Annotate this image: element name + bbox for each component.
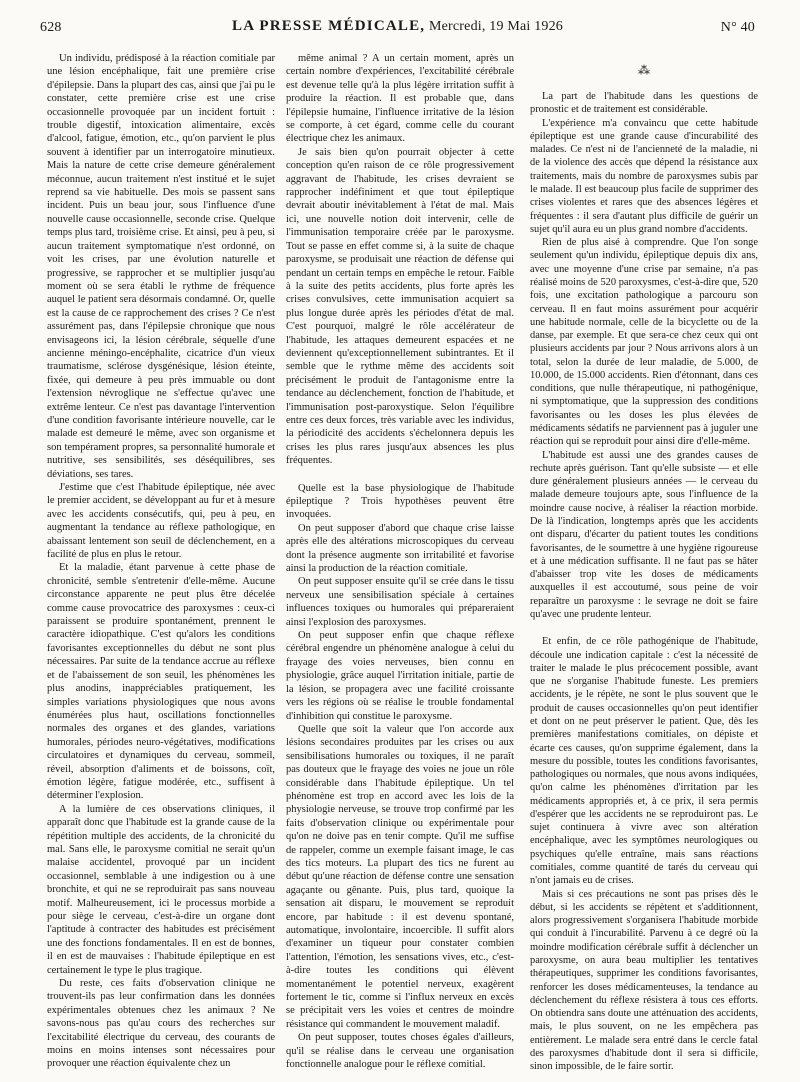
column-left xyxy=(47,52,275,1071)
paragraph: Et la maladie, étant parvenue à cette phase de chronicité, semble s'entretenir d'elle-même. Aucune circonstance apparente ne peut plus être décelée comme cause provocatrice des paroxysmes : ceux-ci paraissent se produire spontanément, prennent le caractère idiopathique. C'est qu'alors les conditions favorisantes exceptionnelles du début ne sont plus nécessaires. Par suite de la tendance accrue au réflexe et de l'abaissement de son seuil, les phénomènes les plus anodins, inappréciables pratiquement, les simples variations physiologiques que nous avons énumérées plus haut, oscillations fonctionnelles normales des organes et des glandes, variations humorales, périodes neuro-végétatives, modifications circulatoires et dynamiques du cerveau, sommeil, réveil, absorption d'aliments et de boissons, coït, émotion légère, fatigue modérée, etc., suffisent à déterminer l'explosion. xyxy=(47,562,275,802)
paragraph: A la lumière de ces observations cliniques, il apparaît donc que l'habitude est la grande cause de la répétition multiple des accidents, de la chronicité du mal. Sans elle, le paroxysme comitial ne serait qu'un malaise accidentel, provoqué par un incident occasionnel, semblable à une indigestion ou à une bronchite, et qui ne se reproduirait pas sans nouveau motif. Malheureusement, ici le processus morbide a pour siège le cerveau, c'est-à-dire un organe dont l'aptitude à contracter des habitudes est précisément une des fonctions fondamentales. Il en est de bonnes, il en est de mauvaises : l'habitude épileptique en est certainement le type le plus tragique. xyxy=(47,803,275,976)
column-right xyxy=(530,52,758,1074)
paragraph: L'expérience m'a convaincu que cette habitude épileptique est une grande cause d'incurabilité des malades. Ce n'est ni de l'ancienneté de la maladie, ni de la violence des accès que dépend la résistance aux traitements, mais du nombre de paroxysmes subis par le malade. Il est beaucoup plus facile de supprimer des crises violentes et rares que des absences légères et fréquentes : il sera d'autant plus difficile de guérir un sujet qu'il aura eu un plus grand nombre d'accidents. xyxy=(530,117,758,235)
paragraph: On peut supposer d'abord que chaque crise laisse après elle des altérations microscopiques du cerveau dont la présence augmente son irritabilité et favorise ainsi la production de la réaction comitiale. xyxy=(286,522,514,575)
section-gap xyxy=(530,621,758,635)
paragraph: Quelle que soit la valeur que l'on accorde aux lésions secondaires produites par les crises ou aux sensibilisations humorales ou toxiques, il ne paraît pas douteux que le frayage des voies ne joue un rôle considérable dans l'habitude épileptique. Un tel phénomène est trop en accord avec les lois de la physiologie nerveuse, se trouve trop confirmé par les faits d'observation clinique ou expérimentale pour qu'on ne doive pas en tenir compte. Qu'il me suffise de rappeler, comme un exemple faisant image, le cas des tics moteurs. La plupart des tics ne furent au début qu'une réaction de défense contre une sensation agaçante ou gênante. Puis, plus tard, quoique la sensation ait disparu, le mouvement se reproduit encore, par habitude : il est devenu spontané, automatique, involontaire, incoercible. Il suffit alors d'examiner un tiqueur pour constater combien l'attention, l'émotion, les sensations vives, etc., c'est-à-dire toutes les conditions qui élèvent momentanément le potentiel nerveux, exagèrent fortement le tic, comme si l'influx nerveux en excès se précipitait vers les voies et centres de moindre résistance qui commandent le mouvement maladif. xyxy=(286,723,514,1030)
journal-title xyxy=(40,18,755,35)
paragraph: Rien de plus aisé à comprendre. Que l'on songe seulement qu'un individu, épileptique depuis dix ans, avec une moyenne d'une crise par semaine, n'a pas réalisé moins de 520 paroxysmes, c'est-à-dire que, 520 fois, une excitation pathologique a parcouru son cerveau. Il en faut moins assurément pour acquérir une habitude normale, celle de la bicyclette ou de la danse, par exemple. Et que sera-ce chez ceux qui ont plusieurs accidents par jour ? Nous arrivons alors à un total, selon la durée de leur maladie, de 5.000, de 10.000, de 15.000 accidents. Rien d'étonnant, dans ces conditions, que nulle thérapeutique, ni pathogénique, ni symptomatique, que la suppression des conditions favorisantes ou les doses les plus élevées de médicaments sédatifs ne parviennent pas à juguler une réaction qui se reproduit pour ainsi dire d'elle-même. xyxy=(530,237,758,448)
issue-number: N° 40 xyxy=(720,20,755,35)
paragraph: J'estime que c'est l'habitude épileptique, née avec le premier accident, se développant au fur et à mesure avec les accidents consécutifs, qui, peu à peu, en augmentant la tendance au réflexe pathologique, en abaissant lentement son seuil de déclenchement, en a facilité de plus en plus le retour. xyxy=(47,482,275,561)
paragraph: Quelle est la base physiologique de l'habitude épileptique ? Trois hypothèses peuvent être invoquées. xyxy=(286,482,514,521)
issue-date: Mercredi, 19 Mai 1926 xyxy=(428,19,564,34)
paragraph: Du reste, ces faits d'observation clinique ne trouvent-ils pas leur confirmation dans les données expérimentales obtenues chez les animaux ? Ne savons-nous pas qu'au cours des recherches sur l'excitabilité électrique du cerveau, des courants de moins en moins intenses sont nécessaires pour provoquer une réaction équivalente chez un xyxy=(47,978,275,1070)
paragraph: même animal ? A un certain moment, après un certain nombre d'expériences, l'excitabilité cérébrale est devenue telle qu'à la plus légère irritation suffit à produire la réaction. Il est probable que, dans l'épilepsie humaine, l'influence irritative de la lésion se comporte, à cet égard, comme celle du courant électrique chez les animaux. xyxy=(286,53,514,145)
paragraph: La part de l'habitude dans les questions de pronostic et de traitement est considérable. xyxy=(530,91,758,116)
paragraph: On peut supposer, toutes choses égales d'ailleurs, qu'il se réalise dans le cerveau une organisation fonctionnelle analogue pour le réflexe comitial. xyxy=(286,1032,514,1071)
paragraph: L'habitude est aussi une des grandes causes de rechute après guérison. Tant qu'elle subsiste — et elle dure généralement plusieurs années — le cerveau du malade demeure toujours apte, sous l'influence de la moindre cause nocive, à réaliser la réaction morbide. De là l'indication, longtemps après que les accidents ont disparu, d'écarter du patient toutes les conditions favorisantes, de le soumettre à une hygiène rigoureuse et à une médication suffisante. Il ne faut pas se hâter d'abaisser trop vite les doses de médicaments auxquelles il est accoutumé, sous peine de voir reparaître un paroxysme : le sevrage ne doit se faire qu'avec une prudente lenteur. xyxy=(530,449,758,620)
column-middle xyxy=(286,52,514,1071)
page-header xyxy=(40,14,755,38)
paragraph: On peut supposer enfin que chaque réflexe cérébral engendre un phénomène analogue à celui du frayage des voies nerveuses, bien connu en physiologie, grâce auquel l'irritation initiale, partie de la lésion, se propagera avec une facilité croissante vers les régions où se réalise le trouble fondamental d'inhibition qui constitue le paroxysme. xyxy=(286,630,514,722)
journal-name: LA PRESSE MÉDICALE, xyxy=(231,18,426,34)
page-number: 628 xyxy=(40,20,62,35)
paragraph: Mais si ces précautions ne sont pas prises dès le début, si les accidents se répètent et s'additionnent, alors progressivement s'organisera l'habitude morbide qui conduit à l'incurabilité. Parvenu à ce degré où la moindre modification cérébrale suffit à déclencher un paroxysme, on aura beau multiplier les tentatives thérapeutiques, supprimer les conditions favorisantes, renforcer les doses médicamenteuses, la tendance au déclenchement du réflexe résistera à tous ces efforts. On obtiendra sans doute une atténuation des accidents, mais, le plus souvent, on ne les empêchera pas entièrement. Le malade sera entré dans le cercle fatal des paroxysmes d'habitude dont il sera si difficile, sinon impossible, de le faire sortir. xyxy=(530,888,758,1073)
paragraph: Je sais bien qu'on pourrait objecter à cette conception qu'en raison de ce rôle progressivement aggravant de l'habitude, les crises devraient se rapprocher indéfiniment et que tout épileptique devrait aboutir inévitablement à l'état de mal. Mais ici, une nouvelle notion doit intervenir, celle de l'immunisation temporaire créée par le paroxysme. Tout se passe en effet comme si, à la suite de chaque paroxysme, se produisait une réaction de défense qui pendant un certain temps en empêche le retour. Faible à la suite des petits accidents, plus forte après les crises convulsives, cette immunisation acquiert sa plus longue durée après les périodes d'état de mal. C'est pourquoi, malgré le rôle accélérateur de l'habitude, les attaques demeurent espacées et ne deviennent qu'exceptionnellement subintrantes. Et il semble que le rythme même des accidents soit précisément le produit de l'antagonisme entre la tendance au déclenchement, fonction de l'habitude, et l'immunisation post-paroxystique. Selon l'équilibre entre ces deux forces, très variable avec les individus, la périodicité des accidents s'échelonnera depuis les crises les plus rares jusqu'aux absences les plus fréquentes. xyxy=(286,146,514,467)
section-divider-asterism: ⁂ xyxy=(638,63,650,77)
paragraph: Et enfin, de ce rôle pathogénique de l'habitude, découle une indication capitale : c'est la nécessité de traiter le malade le plus précocement possible, avant que ne s'organise l'habitude funeste. Les premiers accidents, je le répète, ne sont le plus souvent que le produit de causes occasionnelles qu'on peut identifier et dont on ne peut préserver le patient. Que, dès les premières manifestations comitiales, on dépiste et écarte ces causes, qu'on supprime également, dans la mesure du possible, toutes les conditions favorisantes, pathologiques ou normales, que nous avons indiquées, qu'on calme les phénomènes d'irritation par les médicaments appropriés et, à ce prix, il sera permis d'espérer que les accidents ne se reproduiront pas. Le sujet continuera à vivre avec son altération encéphalique, avec les symptômes neurologiques ou psychiques qu'elle entraîne, mais sans réactions comitiales, comme quantité de tarés du cerveau qui n'ont jamais eu de crises. xyxy=(530,636,758,887)
paragraph: Un individu, prédisposé à la réaction comitiale par une lésion encéphalique, fait une première crise d'épilepsie. Dans la plupart des cas, ainsi que j'ai pu le constater, cette première crise est une crise occasionnelle provoquée par un incident fortuit : trouble digestif, intoxication alimentaire, excès d'alcool, fatigue, émotion, etc., qu'on parvient le plus souvent à identifier par un interrogatoire minutieux. Mais la nature de cette crise demeure généralement méconnue, aucun traitement n'est institué et le sujet reprend sa vie habituelle. Des mois se passent sans incident. Puis un beau jour, sous l'influence d'une nouvelle cause occasionnelle, seconde crise. Quelque temps plus tard, troisième crise. Et ainsi, peu à peu, si aucun traitement symptomatique n'est ordonné, on voit les crises, par une évolution naturelle et progressive, se rapprocher et se multiplier jusqu'au moment où se sera établi le rythme de fréquence auquel le patient sera désormais condamné. Or, quelle est la cause de ce rapprochement des crises ? Ce n'est assurément pas, dans l'épilepsie chronique que nous envisageons ici, la lésion cérébrale, séquelle d'une ancienne méningo-encéphalite, cicatrice d'un vieux traumatisme, sclérose dysgénésique, lésion éteinte, fixée, qui demeure à peu près immuable ou dont l'extension névroglique ne s'effectue qu'avec une extrême lenteur. Ce n'est pas davantage l'intervention d'une condition favorisante intérieure nouvelle, car le malade est demeuré le même, avec son organisme et son tempérament propres, sa personnalité humorale et nutritive, ses sensibilités, ses déséquilibres, ses déviations, ses tares. xyxy=(47,53,275,480)
section-gap xyxy=(286,468,514,482)
paragraph: On peut supposer ensuite qu'il se crée dans le tissu nerveux une sensibilisation spéciale à certaines influences toxiques ou humorales qui prépareraient ainsi l'explosion des paroxysmes. xyxy=(286,576,514,628)
